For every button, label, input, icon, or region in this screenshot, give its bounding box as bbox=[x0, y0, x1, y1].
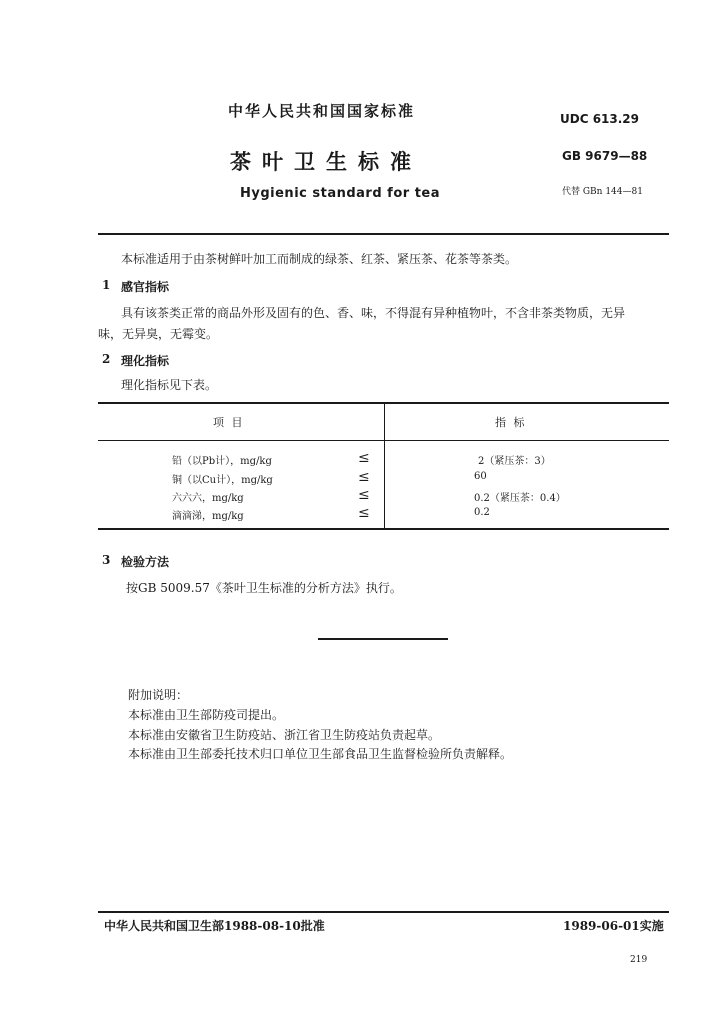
national-standard-heading: 中华人民共和国国家标准 bbox=[228, 102, 416, 120]
table-column-divider bbox=[384, 402, 385, 529]
row-item: 铜（以Cu计），mg/kg bbox=[172, 475, 273, 486]
notes-title: 附加说明： bbox=[128, 688, 189, 702]
approval-date: 中华人民共和国卫生部1988-08-10批准 bbox=[104, 919, 325, 933]
row-value: 2（紧压茶：3） bbox=[478, 456, 551, 467]
footer-divider bbox=[98, 911, 669, 913]
section1-title: 感官指标 bbox=[121, 280, 170, 294]
section1-text-line2: 味，无异臭，无霉变。 bbox=[98, 327, 219, 341]
intro-text: 本标准适用于由茶树鲜叶加工而制成的绿茶、红茶、紧压茶、花茶等茶类。 bbox=[121, 252, 518, 266]
header-divider bbox=[98, 233, 669, 235]
gb-code: GB 9679—88 bbox=[562, 149, 648, 163]
row-item: 滴滴涕，mg/kg bbox=[172, 511, 244, 522]
row-item: 六六六，mg/kg bbox=[172, 493, 244, 504]
udc-code: UDC 613.29 bbox=[560, 112, 639, 126]
document-title-cn: 茶叶卫生标准 bbox=[230, 149, 422, 174]
section3-title: 检验方法 bbox=[121, 555, 170, 569]
implementation-date: 1989-06-01实施 bbox=[563, 919, 664, 933]
row-value: 60 bbox=[474, 471, 487, 482]
replaces-note: 代替 GBn 144—81 bbox=[562, 187, 643, 197]
row-operator: ≤ bbox=[358, 469, 370, 485]
page-number: 219 bbox=[630, 955, 648, 965]
section2-text: 理化指标见下表。 bbox=[121, 378, 218, 392]
row-operator: ≤ bbox=[358, 450, 370, 466]
section3-text: 按GB 5009.57《茶叶卫生标准的分析方法》执行。 bbox=[126, 581, 402, 595]
row-value: 0.2（紧压茶：0.4） bbox=[474, 493, 566, 504]
notes-line: 本标准由卫生部防疫司提出。 bbox=[128, 708, 285, 722]
row-operator: ≤ bbox=[358, 505, 370, 521]
row-value: 0.2 bbox=[474, 507, 490, 518]
table-header-index: 指 标 bbox=[495, 416, 527, 429]
end-of-text-rule bbox=[318, 638, 448, 640]
row-item: 铅（以Pb计），mg/kg bbox=[172, 456, 272, 467]
notes-line: 本标准由安徽省卫生防疫站、浙江省卫生防疫站负责起草。 bbox=[128, 728, 441, 742]
document-title-en: Hygienic standard for tea bbox=[240, 186, 441, 201]
notes-line: 本标准由卫生部委托技术归口单位卫生部食品卫生监督检验所负责解释。 bbox=[128, 747, 513, 761]
section3-number: 3 bbox=[102, 553, 111, 567]
table-header-item: 项 目 bbox=[213, 416, 245, 429]
section2-number: 2 bbox=[102, 352, 111, 366]
section1-number: 1 bbox=[102, 278, 111, 292]
section1-text-line1: 具有该茶类正常的商品外形及固有的色、香、味，不得混有异种植物叶，不含非茶类物质，无异 bbox=[121, 306, 626, 320]
section2-title: 理化指标 bbox=[121, 354, 170, 368]
row-operator: ≤ bbox=[358, 487, 370, 503]
